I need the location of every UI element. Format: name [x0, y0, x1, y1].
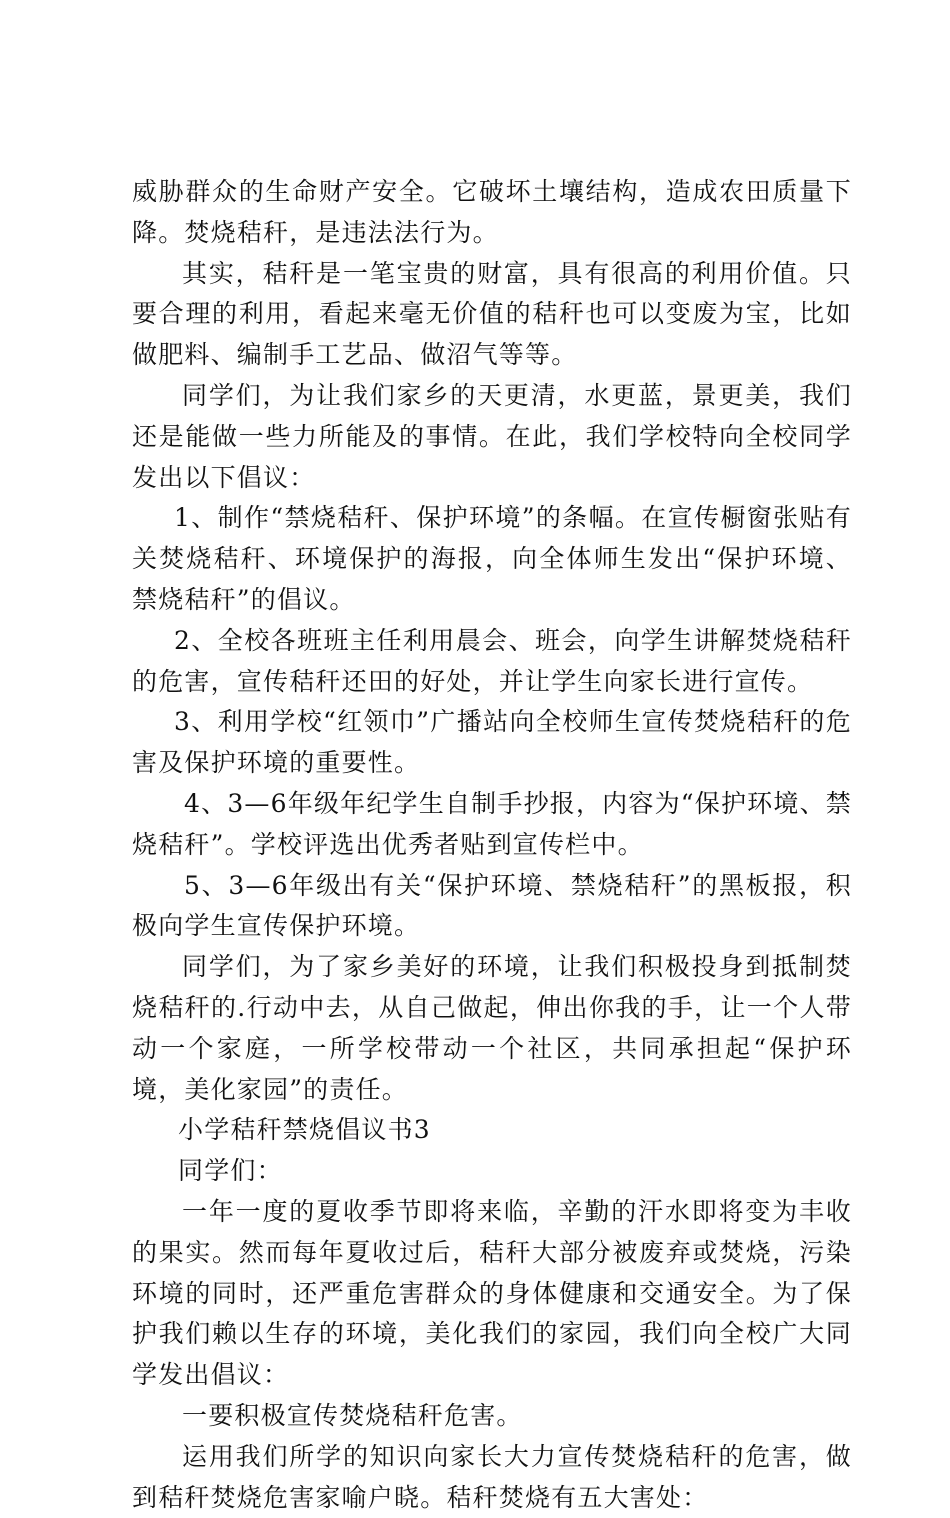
list-item-3: 3、利用学校“红领巾”广播站向全校师生宣传焚烧秸秆的危害及保护环境的重要性。: [132, 707, 852, 778]
paragraph-point-1-detail: 运用我们所学的知识向家长大力宣传焚烧秸秆的危害，做到秸秆焚烧危害家喻户晓。秸秆焚烧有五大害处：: [132, 1441, 852, 1512]
section-heading: 小学秸秆禁烧倡议书3: [178, 1115, 431, 1145]
list-item-4: 4、3—6年级年纪学生自制手抄报，内容为“保护环境、禁烧秸秆”。学校评选出优秀者贴到宣传栏中。: [132, 788, 852, 859]
paragraph-intro: 一年一度的夏收季节即将来临，辛勤的汗水即将变为丰收的果实。然而每年夏收过后，秸秆大部分被废弃或焚烧，污染环境的同时，还严重危害群众的身体健康和交通安全。为了保护我们赖以生存的环境，美化我们的家园，我们向全校广大同学发出倡议：: [132, 1196, 852, 1390]
salutation: 同学们：: [178, 1156, 283, 1186]
list-item-2: 2、全校各班班主任利用晨会、班会，向学生讲解焚烧秸秆的危害，宣传秸秆还田的好处，并让学生向家长进行宣传。: [132, 625, 852, 696]
paragraph-3: 同学们，为让我们家乡的天更清，水更蓝，景更美，我们还是能做一些力所能及的事情。在此，我们学校特向全校同学发出以下倡议：: [132, 380, 852, 492]
list-item-5: 5、3—6年级出有关“保护环境、禁烧秸秆”的黑板报，积极向学生宣传保护环境。: [132, 870, 852, 941]
paragraph-2: 其实，秸秆是一笔宝贵的财富，具有很高的利用价值。只要合理的利用，看起来毫无价值的秸秆也可以变废为宝，比如做肥料、编制手工艺品、做沼气等等。: [132, 258, 852, 370]
list-item-1: 1、制作“禁烧秸秆、保护环境”的条幅。在宣传橱窗张贴有关焚烧秸秆、环境保护的海报，向全体师生发出“保护环境、禁烧秸秆”的倡议。: [132, 503, 852, 614]
paragraph-point-1: 一要积极宣传焚烧秸秆危害。: [182, 1400, 523, 1430]
paragraph-closing: 同学们，为了家乡美好的环境，让我们积极投身到抵制焚烧秸秆的.行动中去，从自己做起，伸出你我的手，让一个人带动一个家庭，一所学校带动一个社区，共同承担起“保护环境，美化家园”的责任。: [132, 952, 852, 1104]
paragraph-1: 威胁群众的生命财产安全。它破坏土壤结构，造成农田质量下降。焚烧秸秆，是违法法行为。: [132, 177, 852, 247]
document-body: [132, 172, 852, 1518]
